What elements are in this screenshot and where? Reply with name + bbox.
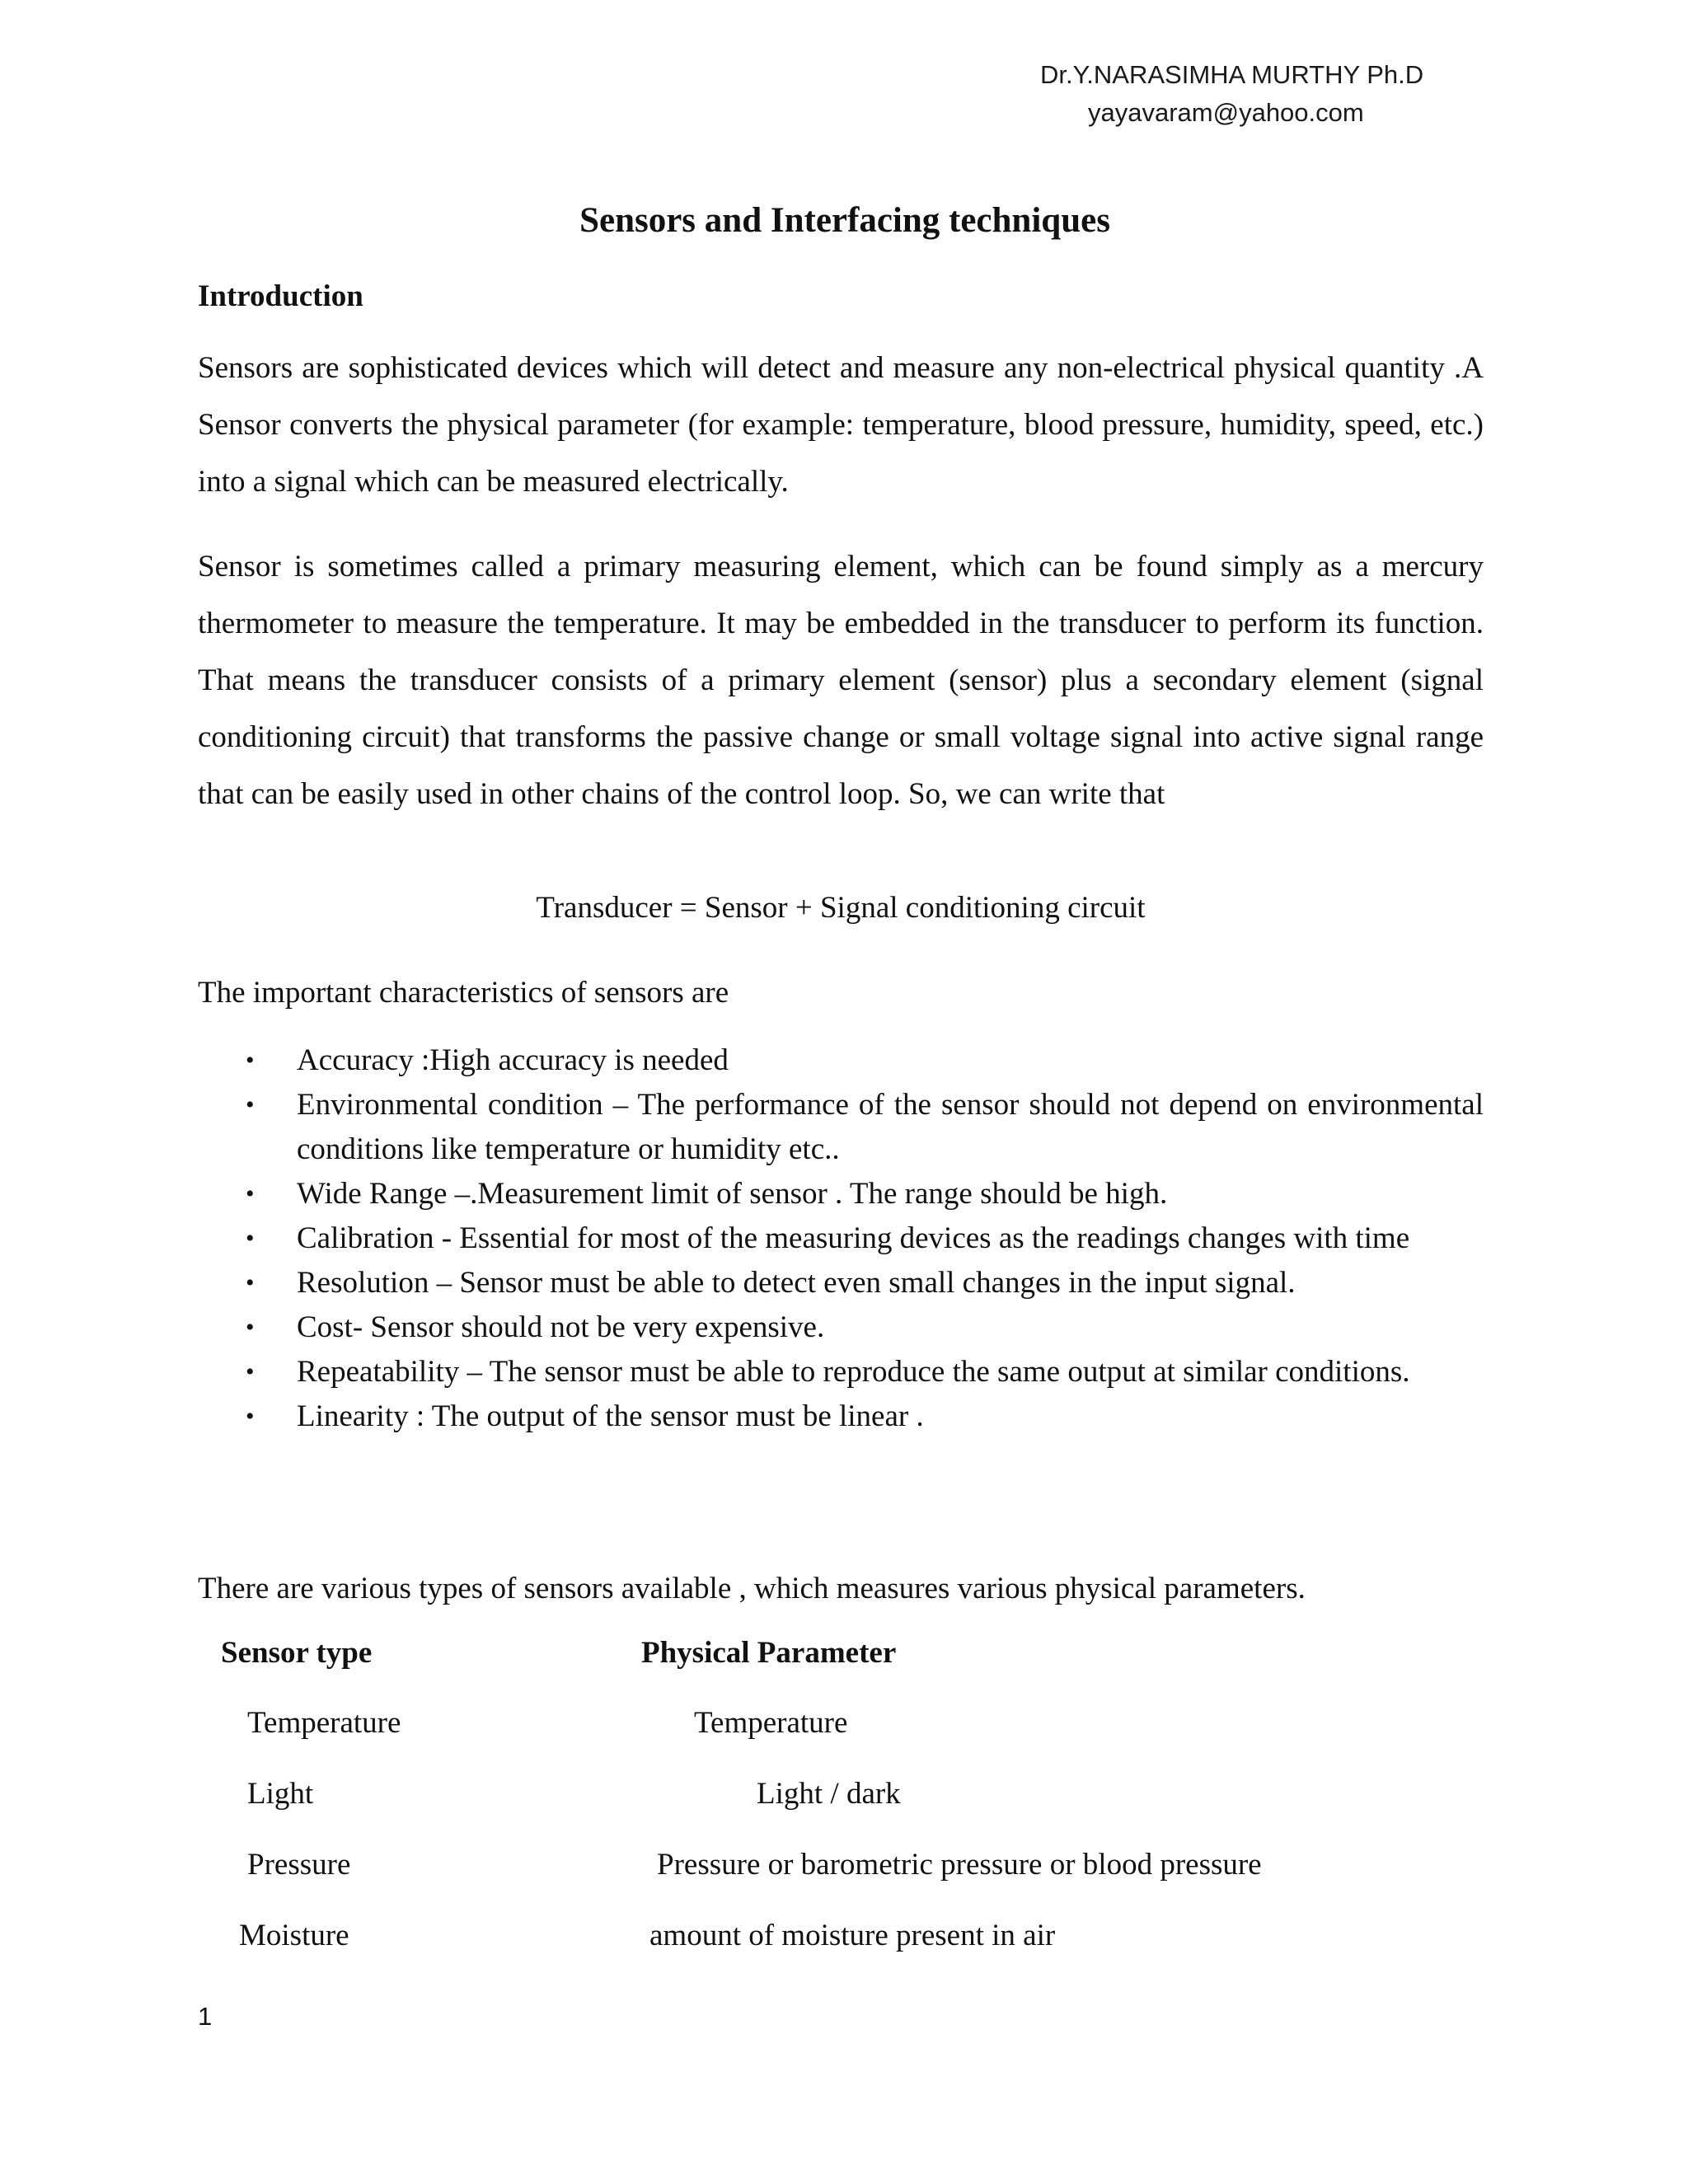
bullet-icon: • bbox=[246, 1091, 255, 1118]
bullet-icon: • bbox=[246, 1269, 255, 1296]
table-cell-physical-parameter: amount of moisture present in air bbox=[649, 1919, 1056, 1952]
bullet-icon: • bbox=[246, 1314, 255, 1341]
page-number: 1 bbox=[198, 2002, 213, 2031]
table-header-sensor-type: Sensor type bbox=[221, 1636, 373, 1670]
table-cell-sensor-type: Temperature bbox=[247, 1706, 401, 1740]
list-item: • Linearity : The output of the sensor must be linear . bbox=[198, 1394, 1484, 1439]
characteristics-intro: The important characteristics of sensors are bbox=[198, 976, 729, 1010]
table-cell-physical-parameter: Light / dark bbox=[757, 1777, 901, 1811]
paragraph-primary-element: Sensor is sometimes called a primary measuring element, which can be found simply as a mercury thermometer to measure the temperature. It may be embedded in the transducer to perform its function. That means the transducer consists of a primary element (sensor) plus a secondary element (signal conditioning circuit) that transforms the passive change or small voltage signal into active signal range that can be easily used in other chains of the control loop. So, we can write that bbox=[198, 550, 1484, 811]
author-name: Dr.Y.NARASIMHA MURTHY Ph.D bbox=[1040, 60, 1424, 89]
bullet-icon: • bbox=[246, 1403, 255, 1430]
table-header-physical-parameter: Physical Parameter bbox=[641, 1636, 897, 1670]
page-header bbox=[981, 56, 1459, 132]
list-item: • Calibration - Essential for most of the measuring devices as the readings changes with time bbox=[198, 1216, 1484, 1261]
document-title: Sensors and Interfacing techniques bbox=[579, 201, 1110, 240]
sensor-types-intro: There are various types of sensors available , which measures various physical parameters. bbox=[198, 1572, 1306, 1605]
bullet-icon: • bbox=[246, 1358, 255, 1385]
table-cell-physical-parameter: Temperature bbox=[694, 1706, 848, 1740]
list-item: • Wide Range –.Measurement limit of sensor . The range should be high. bbox=[198, 1172, 1484, 1216]
table-cell-sensor-type: Moisture bbox=[239, 1919, 349, 1952]
section-heading-introduction: Introduction bbox=[198, 279, 363, 313]
list-item: • Environmental condition – The performance of the sensor should not depend on environmental conditions like temperature or humidity etc.. bbox=[198, 1083, 1484, 1172]
bullet-icon: • bbox=[246, 1225, 255, 1252]
list-item: • Repeatability – The sensor must be able to reproduce the same output at similar conditions. bbox=[198, 1350, 1484, 1394]
author-email: yayavaram@yahoo.com bbox=[1088, 98, 1364, 127]
characteristics-list bbox=[198, 1038, 1484, 1439]
list-item: • Resolution – Sensor must be able to detect even small changes in the input signal. bbox=[198, 1261, 1484, 1305]
transducer-equation: Transducer = Sensor + Signal conditioning circuit bbox=[536, 891, 1146, 925]
list-item: • Accuracy :High accuracy is needed bbox=[198, 1038, 1484, 1083]
bullet-icon: • bbox=[246, 1047, 255, 1074]
table-cell-physical-parameter: Pressure or barometric pressure or blood pressure bbox=[657, 1848, 1262, 1882]
paragraph-sensor-definition: Sensors are sophisticated devices which will detect and measure any non-electrical physical quantity .A Sensor converts the physical parameter (for example: temperature, blood pressure, humidity, speed, etc.) into a signal which can be measured electrically. bbox=[198, 351, 1484, 499]
table-cell-sensor-type: Pressure bbox=[247, 1848, 351, 1882]
list-item: • Cost- Sensor should not be very expensive. bbox=[198, 1305, 1484, 1350]
table-cell-sensor-type: Light bbox=[247, 1777, 314, 1811]
bullet-icon: • bbox=[246, 1180, 255, 1207]
